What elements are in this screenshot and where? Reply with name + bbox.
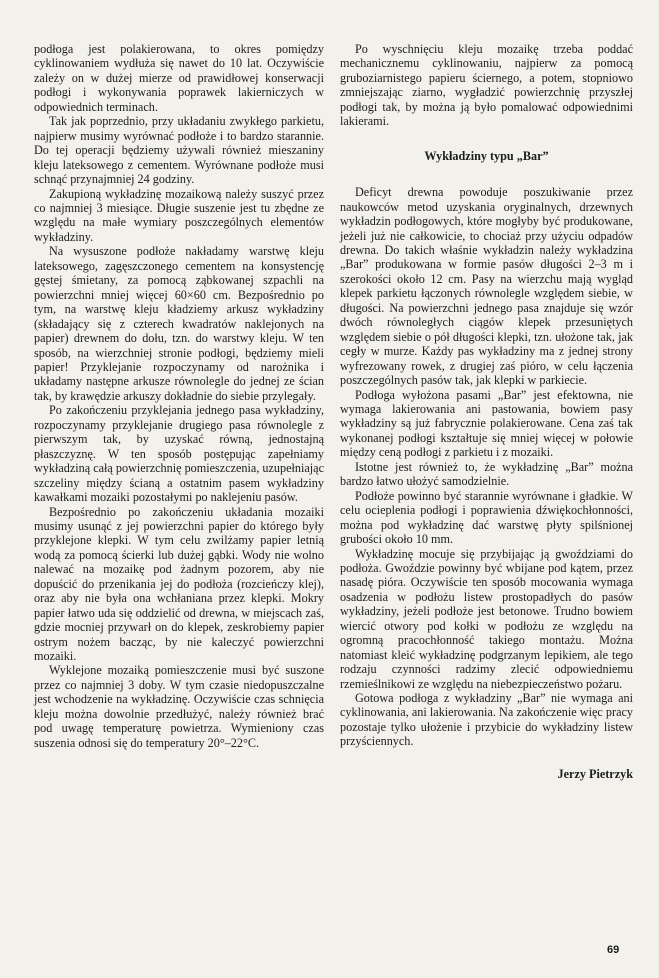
author-signature: Jerzy Pietrzyk [557,766,633,781]
paragraph: Wykładzinę mocuje się przybijając ją gwoździami do podłoża. Gwoździe powinny być wbijane pod kątem, przez nasadę pióra. Oczywiście ten sposób mocowania wymaga osadzenia w podłożu listew prostopadłych do pasów wykładziny, jeżeli podłoże jest betonowe. Trudno bowiem wiercić otwory pod kołki w podłożu ze względu na ogromną pracochłonność takiego montażu. Można natomiast kleić wykładzinę podgrzanym lepikiem, ale tego rodzaju czynności radzimy zlecić odpowiedniemu rzemieślnikowi ze względu na niebezpieczeństwo pożaru. [340,546,633,691]
paragraph: Zakupioną wykładzinę mozaikową należy suszyć przez co najmniej 3 miesiące. Długie suszenie jest tu zbędne ze względu na małe wymiary poszczególnych elementów wykładziny. [34,186,324,244]
paragraph: Wyklejone mozaiką pomieszczenie musi być suszone przez co najmniej 3 doby. W tym czasie niedopuszczalne jest wchodzenie na wykładzinę. Oczywiście czas schnięcia kleju można dowolnie przedłużyć, należy również brać pod uwagę temperaturę powietrza. Wymieniony czas suszenia odnosi się do temperatury 20°–22°C. [34,663,324,750]
paragraph: Bezpośrednio po zakończeniu układania mozaiki musimy usunąć z jej powierzchni papier do którego były przyklejone klepki. W tym celu zwilżamy papier letnią wodą za pomocą ścierki lub dużej gąbki. Wody nie wolno nalewać na mozaikę pod żadnym pozorem, aby nie dopuścić do przenikania jej do podłoża (rozcieńczy klej), oraz aby nie była ona wchłaniana przez klepki. Mokry papier łatwo uda się oddzielić od drewna, w miejscach zaś, gdzie mocniej przywarł on do klepek, zeskrobiemy papier ostrym nożem bacząc, by nie kaleczyć powierzchni mozaiki. [34,504,324,664]
left-column [34,42,324,750]
section-heading: Wykładziny typu „Bar” [424,148,549,163]
paragraph: Tak jak poprzednio, przy układaniu zwykłego parkietu, najpierw musimy wyrównać podłoże i to bardzo starannie. Do tej operacji będziemy używali również mieszaniny kleju lateksowego z cementem. Wyrównane podłoże musi schnąć przynajmniej 24 godziny. [34,114,324,187]
paragraph: Po wyschnięciu kleju mozaikę trzeba poddać mechanicznemu cyklinowaniu, najpierw za pomocą gruboziarnistego papieru ściernego, a potem, stopniowo zmniejszając ziarno, wygładzić powierzchnię przyszłej podłogi tak, by można ją było pomalować odpowiednimi lakierami. [340,42,633,129]
paragraph: Istotne jest również to, że wykładzinę „Bar” można bardzo łatwo ułożyć samodzielnie. [340,459,633,489]
page-number: 69 [607,944,620,956]
right-column [340,42,633,781]
paragraph: Podłoże powinno być starannie wyrównane i gładkie. W celu ocieplenia podłogi i poprawienia dźwiękochłonności, można pod wykładzinę dać warstwę płyty spilśnionej grubości około 10 mm. [340,488,633,547]
paragraph: Po zakończeniu przyklejania jednego pasa wykładziny, rozpoczynamy przyklejanie drugiego pasa równolegle z pierwszym tak, by uzyskać równą, jednostajną płaszczyznę. W ten sposób postępując zapełniamy wykładziną całą powierzchnię pomieszczenia, uzupełniając szczeliny między ścianą a ostatnim pasem wykładziny kawałkami mozaiki pozostałymi po naklejeniu pasów. [34,403,324,505]
paragraph: podłoga jest polakierowana, to okres pomiędzy cyklinowaniem wydłuża się nawet do 10 lat. Oczywiście zależy on w dużej mierze od prawidłowej konserwacji podłogi i wykonywania poprawek lakierniczych w odpowiednich terminach. [34,42,324,114]
paragraph: Deficyt drewna powoduje poszukiwanie przez naukowców metod uzyskania oryginalnych, drzewnych wykładzin podłogowych, które mogłyby być produkowane, jeżeli już nie całkowicie, to chociaż przy użyciu odpadów drewna. Do takich właśnie wykładzin należy wykładzina „Bar” produkowana w formie pasów długości 2–3 m i szerokości około 12 cm. Pasy na wierzchu mają wygląd klepek parkietu łączonych równolegle względem siebie, w długości. Na powierzchni jednego pasa znajduje się wzór dwóch równoległych ciągów klepek przesuniętych względem siebie o pół długości klepki, tzn. ułożone tak, jak cegły w murze. Każdy pas wykładziny ma z jednej strony wyfrezowany rowek, z drugiej zaś pióro, w celu łączenia poszczególnych pasów tak, jak klepki w parkiecie. [340,185,633,388]
paragraph: Gotowa podłoga z wykładziny „Bar” nie wymaga ani cyklinowania, ani lakierowania. Na zakończenie więc pracy pozostaje tylko ułożenie i przybicie do wykładziny listew przyściennych. [340,691,633,749]
paragraph: Na wysuszone podłoże nakładamy warstwę kleju lateksowego, zagęszczonego cementem na konsystencję gęstej śmietany, za pomocą ząbkowanej szpachli na powierzchni mniej więcej 60×60 cm. Bezpośrednio po tym, na warstwę kleju kładziemy arkusz wykładziny (składający się z czterech kwadratów naklejonych na papier) drewnem do dołu, tzn. do warstwy kleju. W ten sposób, na wierzchniej stronie podłogi, będziemy mieli papier! Przyklejanie rozpoczynamy od narożnika i układamy następne arkusze równolegle do jednej ze ścian tak, by krawędzie arkuszy dokładnie do siebie przylegały. [34,244,324,403]
paragraph: Podłoga wyłożona pasami „Bar” jest efektowna, nie wymaga lakierowania ani pastowania, bowiem pasy wykładziny są już fabrycznie polakierowane. Cena zaś tak wykonanej podłogi kształtuje się mniej więcej w połowie między ceną podłogi z parkietu i z mozaiki. [340,387,633,460]
